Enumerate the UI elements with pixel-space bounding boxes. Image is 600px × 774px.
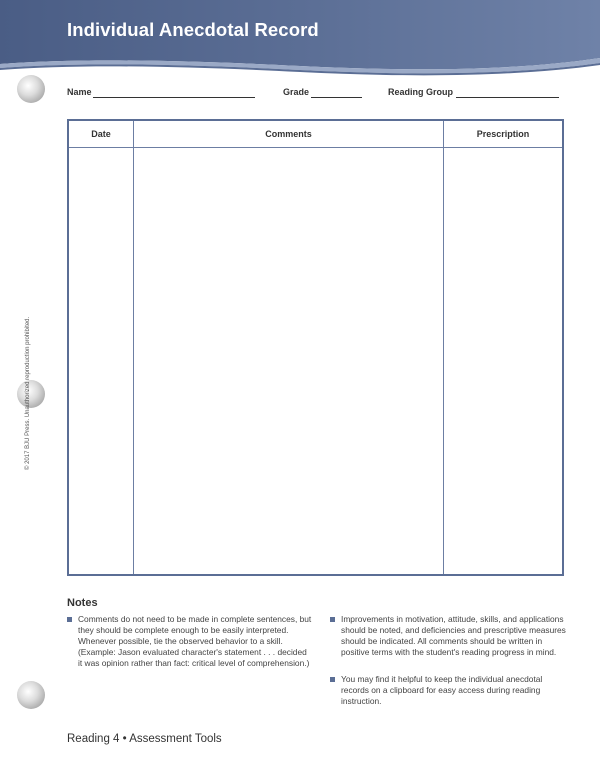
header-banner: [0, 0, 600, 76]
column-header-comments: Comments: [265, 129, 312, 139]
date-column-cell[interactable]: [69, 148, 133, 574]
binder-hole-bottom: [17, 681, 45, 709]
grade-field[interactable]: [311, 97, 362, 98]
column-header-prescription: Prescription: [476, 129, 530, 139]
column-header-date: Date: [91, 129, 111, 139]
note-text: Improvements in motivation, attitude, skills, and applications should be noted, and deficiencies and prescriptive measures should be indicated. All comments should be written in positive terms with the student's reading progress in mind.: [341, 614, 566, 657]
name-field[interactable]: [93, 97, 255, 98]
page-footer: Reading 4 • Assessment Tools: [67, 733, 222, 745]
prescription-column-cell[interactable]: [444, 148, 562, 574]
note-text: You may find it helpful to keep the individual anecdotal records on a clipboard for easy access during reading instruction.: [341, 674, 543, 706]
name-label: Name: [67, 87, 92, 97]
grade-label: Grade: [283, 87, 310, 97]
notes-heading: Notes: [67, 597, 98, 609]
record-table: [67, 119, 564, 576]
note-item: [330, 674, 570, 707]
comments-column-cell[interactable]: [134, 148, 443, 574]
page-title: Individual Anecdotal Record: [67, 19, 319, 40]
note-item: [330, 614, 570, 658]
note-text: Comments do not need to be made in complete sentences, but they should be complete enough to be easily interpreted. Whenever possible, tie the observed behavior to a skill. (Example: Jason evaluated character's statement . . . decided it was opinion rather than fact: critical level of comprehension.): [78, 614, 312, 668]
reading-group-field[interactable]: [456, 97, 559, 98]
square-bullet-icon: [67, 617, 72, 622]
square-bullet-icon: [330, 617, 335, 622]
copyright-notice: © 2017 BJU Press. Unauthorized reproduction prohibited.: [25, 316, 31, 470]
reading-group-label: Reading Group: [388, 87, 453, 97]
binder-hole-top: [17, 75, 45, 103]
note-item: [67, 614, 312, 669]
square-bullet-icon: [330, 677, 335, 682]
binder-hole-middle: [17, 380, 45, 408]
